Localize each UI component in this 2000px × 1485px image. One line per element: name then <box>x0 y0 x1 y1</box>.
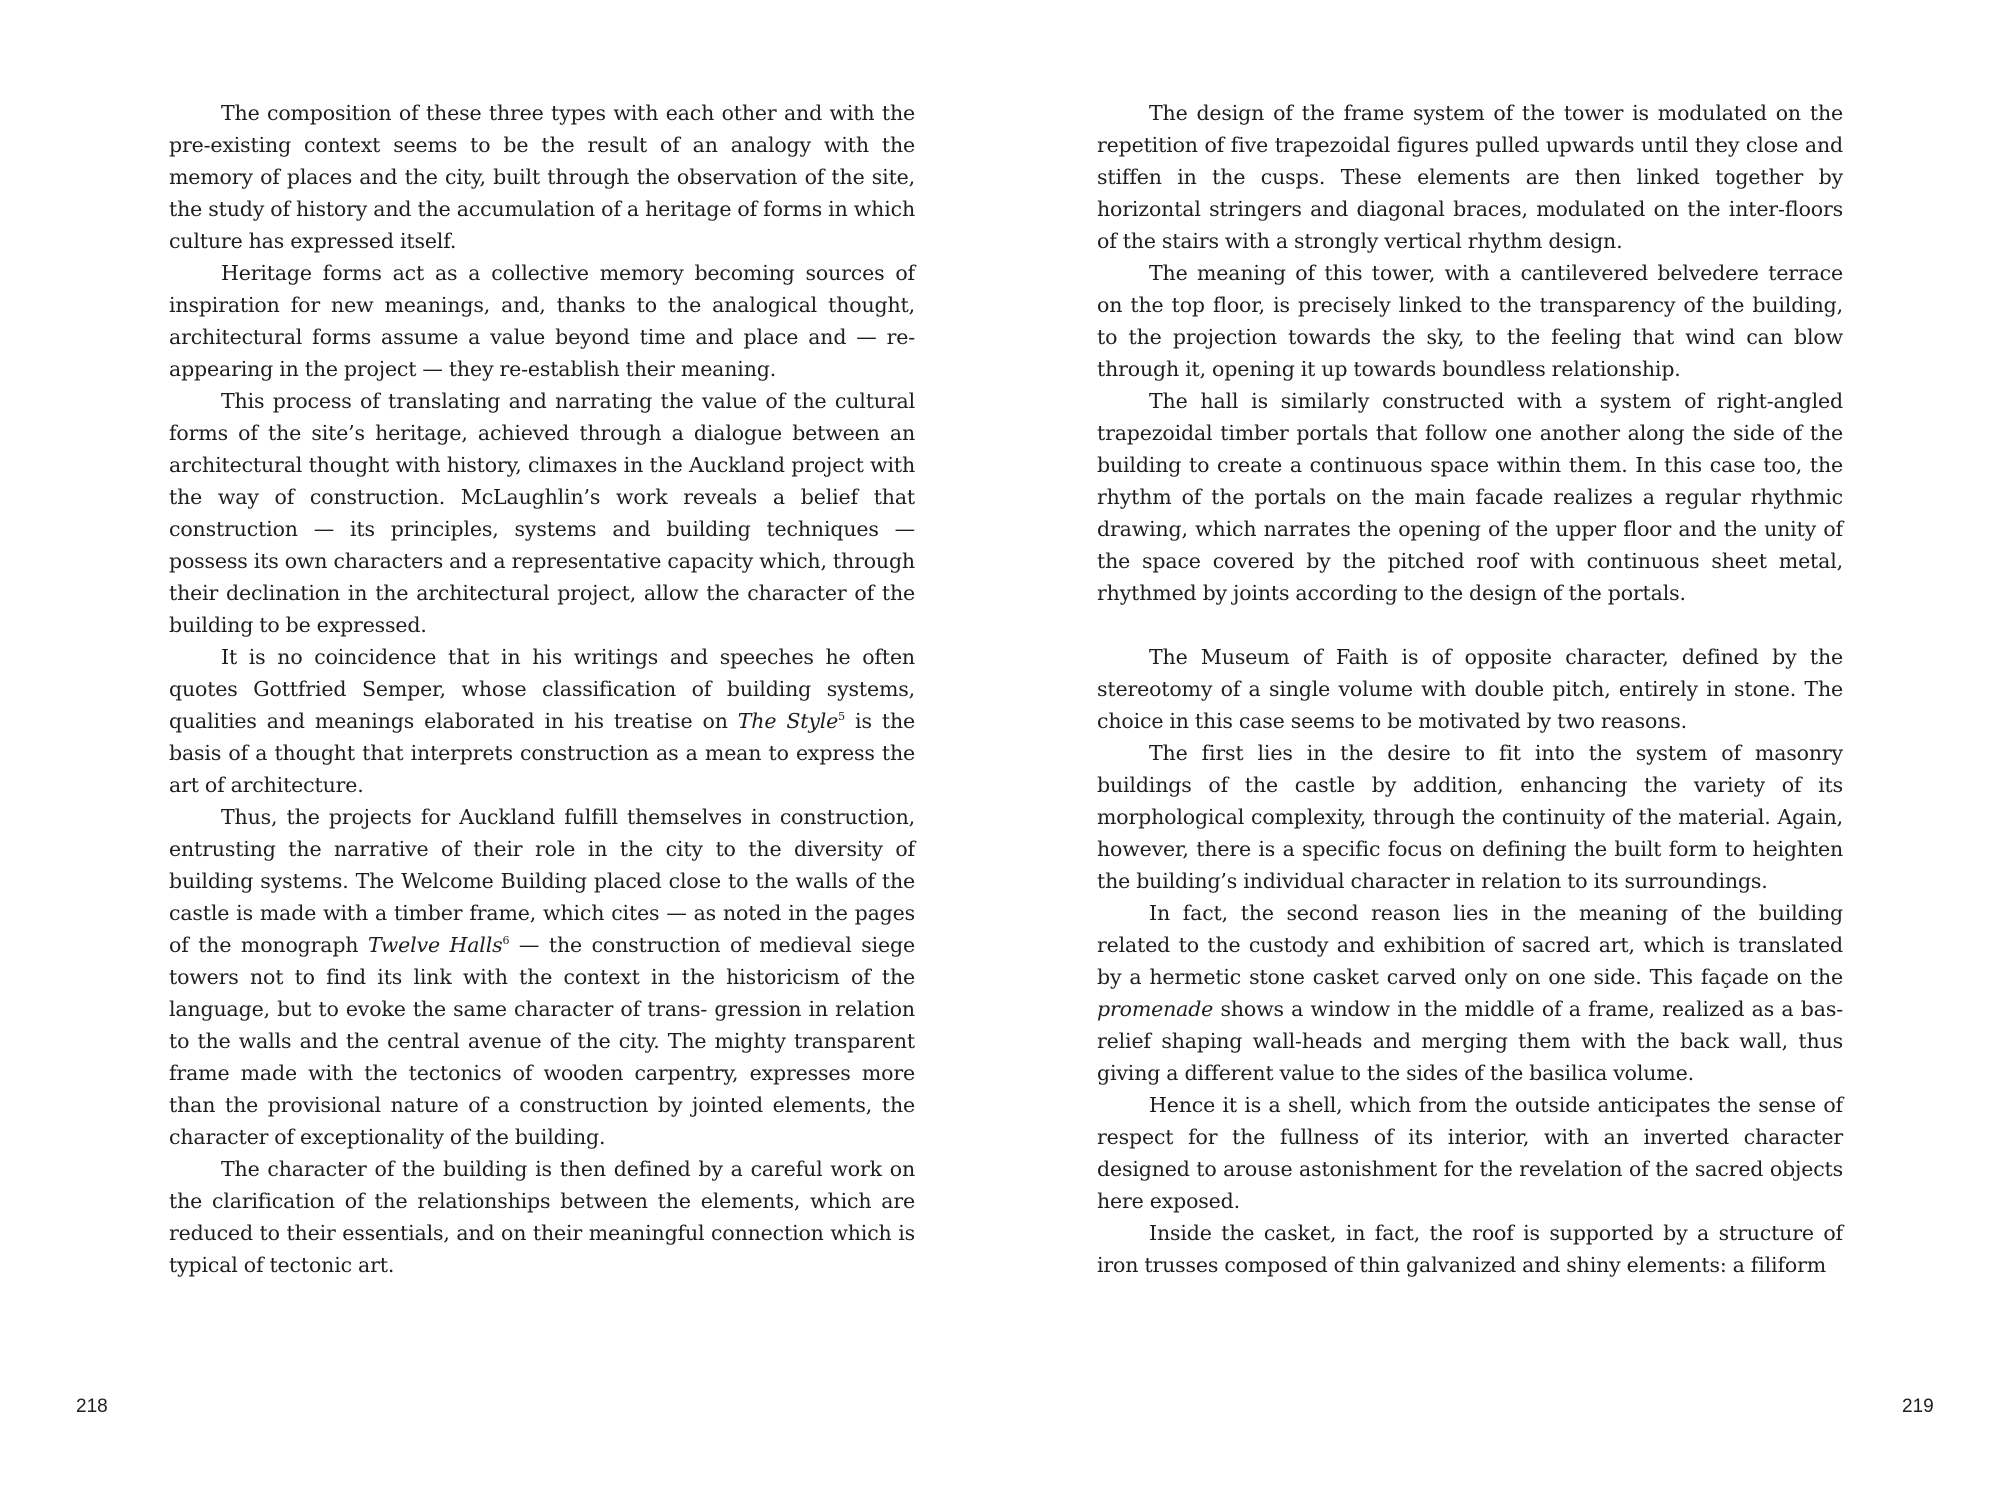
paragraph: The character of the building is then defined by a careful work on the clarification of the relationships between the elements, which are reduced to their essentials, and on their meaningful connection which is typical of tectonic art. <box>169 1157 915 1277</box>
paragraph <box>169 641 915 801</box>
paragraph: Heritage forms act as a collective memory becoming sources of inspiration for new meanings, and, thanks to the analogical thought, architectural forms assume a value beyond time and place and — re-appearing in the project — they re-establish their meaning. <box>169 261 915 381</box>
page-number: 218 <box>76 1396 108 1417</box>
italic-term: promenade <box>1097 997 1214 1021</box>
text-run: shows a window in the middle of a frame, realized as a bas-relief shaping wall-heads and merging them with the back wall, thus giving a different value to the sides of the basilica volume. <box>1097 997 1843 1085</box>
paragraph: The hall is similarly constructed with a system of right-angled trapezoidal timber portals that follow one another along the side of the building to create a continuous space within them. In this case too, the rhythm of the portals on the main facade realizes a regular rhythmic drawing, which narrates the opening of the upper floor and the unity of the space covered by the pitched roof with continuous sheet metal, rhythmed by joints according to the design of the portals. <box>1097 389 1843 605</box>
book-title: The Style <box>737 709 839 733</box>
paragraph: The first lies in the desire to fit into the system of masonry buildings of the castle by addition, enhancing the variety of its morphological complexity, through the continuity of the material. Again, however, there is a specific focus on defining the built form to heighten the building’s individual character in relation to its surroundings. <box>1097 741 1843 893</box>
paragraph: The design of the frame system of the tower is modulated on the repetition of five trapezoidal figures pulled upwards until they close and stiffen in the cusps. These elements are then linked together by horizontal stringers and diagonal braces, modulated on the inter-floors of the stairs with a strongly vertical rhythm design. <box>1097 101 1843 253</box>
paragraph: Hence it is a shell, which from the outside anticipates the sense of respect for the fullness of its interior, with an inverted character designed to arouse astonishment for the revelation of the sacred objects here exposed. <box>1097 1093 1843 1213</box>
paragraph: The meaning of this tower, with a cantilevered belvedere terrace on the top floor, is precisely linked to the transparency of the building, to the projection towards the sky, to the feeling that wind can blow through it, opening it up towards boundless relationship. <box>1097 261 1843 381</box>
right-page <box>1000 0 2000 1485</box>
text-run: is the basis of a thought that interprets construction as a mean to express the art of architecture. <box>169 709 915 797</box>
text-run: It is no coincidence that in his writings and speeches he often quotes Gottfried Semper, whose classification of building systems, qualities and meanings elaborated in his treatise on <box>169 645 915 733</box>
paragraph: The composition of these three types with each other and with the pre-existing context seems to be the result of an analogy with the memory of places and the city, built through the observation of the site, the study of history and the accumulation of a heritage of forms in which culture has expressed itself. <box>169 101 915 253</box>
text-run: — the construction of medieval siege towers not to find its link with the context in the historicism of the language, but to evoke the same character of trans- gression in relation to the walls and the central avenue of the city. The mighty transparent frame made with the tectonics of wooden carpentry, expresses more than the provisional nature of a construction by jointed elements, the character of exceptionality of the building. <box>169 933 915 1149</box>
left-text-column <box>169 97 915 1281</box>
text-run: In fact, the second reason lies in the meaning of the building related to the custody and exhibition of sacred art, which is translated by a hermetic stone casket carved only on one side. This façade on the <box>1097 901 1843 989</box>
page-number: 219 <box>1902 1396 1934 1417</box>
paragraph: Inside the casket, in fact, the roof is supported by a structure of iron trusses composed of thin galvanized and shiny elements: a filiform <box>1097 1221 1843 1277</box>
footnote-marker[interactable]: 5 <box>838 710 846 723</box>
paragraph <box>169 801 915 1153</box>
paragraph: The Museum of Faith is of opposite character, defined by the stereotomy of a single volume with double pitch, entirely in stone. The choice in this case seems to be motivated by two reasons. <box>1097 645 1843 733</box>
paragraph <box>1097 897 1843 1089</box>
right-text-column <box>1097 97 1843 1281</box>
footnote-marker[interactable]: 6 <box>502 934 510 947</box>
book-title: Twelve Halls <box>367 933 503 957</box>
text-run: Thus, the projects for Auckland fulfill themselves in construction, entrusting the narrative of their role in the city to the diversity of building systems. The Welcome Building placed close to the walls of the castle is made with a timber frame, which cites — as noted in the pages of the monograph <box>169 805 915 957</box>
paragraph: This process of translating and narrating the value of the cultural forms of the site’s heritage, achieved through a dialogue between an architectural thought with history, climaxes in the Auckland project with the way of construction. McLaughlin’s work reveals a belief that construction — its principles, systems and building techniques — possess its own characters and a representative capacity which, through their declination in the architectural project, allow the character of the building to be expressed. <box>169 389 915 637</box>
